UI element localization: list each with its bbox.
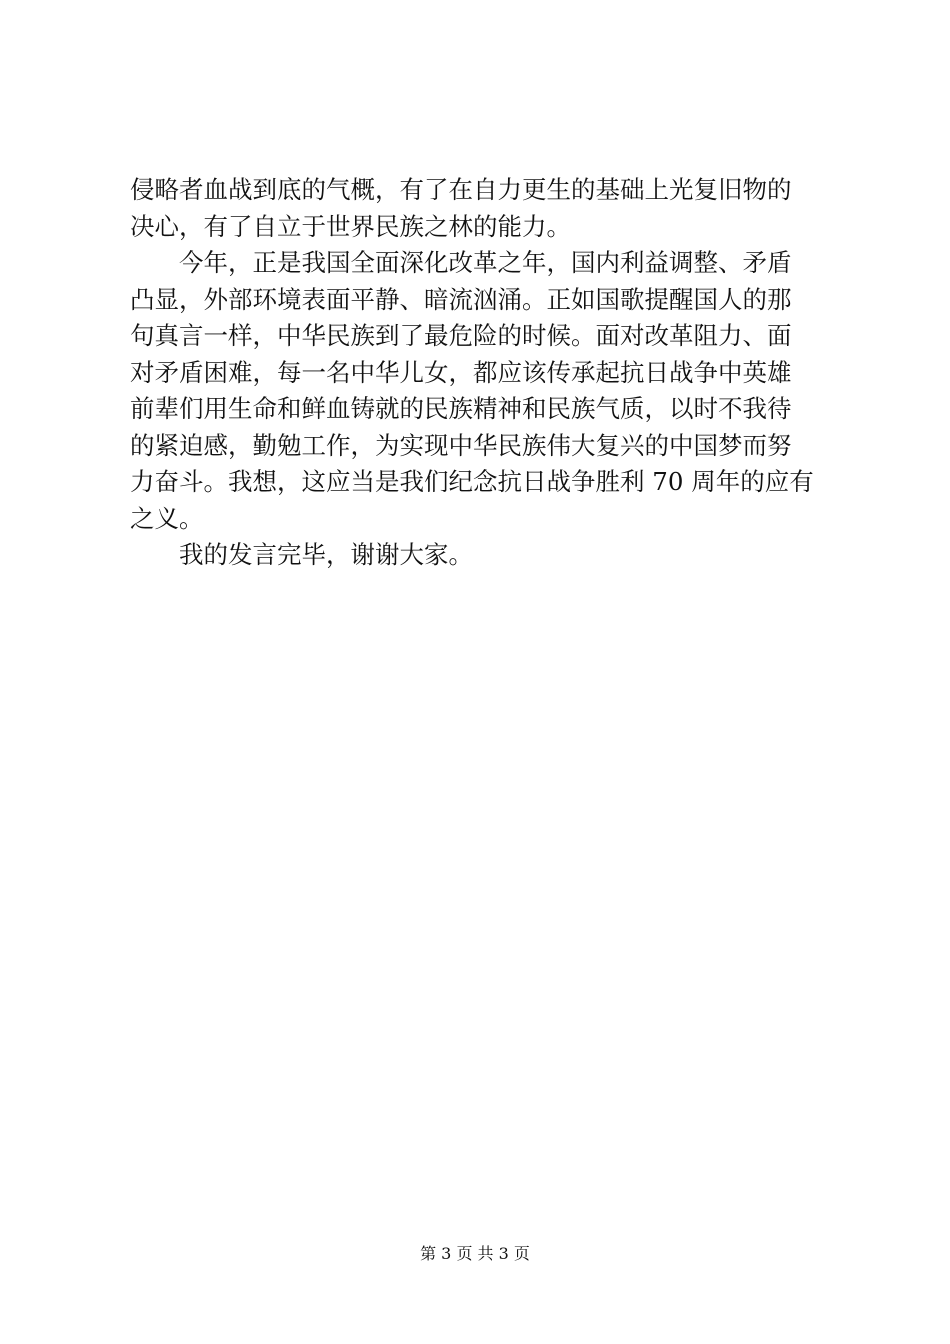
- text-line: 侵略者血战到底的气概，有了在自力更生的基础上光复旧物的: [130, 175, 792, 204]
- closing-line: 我的发言完毕，谢谢大家。: [179, 540, 473, 569]
- text-line: 力奋斗。我想，这应当是我们纪念抗日战争胜利 70 周年的应有: [130, 467, 814, 496]
- paragraph-start-line: 今年，正是我国全面深化改革之年，国内利益调整、矛盾: [179, 248, 792, 277]
- page-footer: 第 3 页 共 3 页: [420, 1244, 530, 1263]
- document-body: [130, 172, 830, 574]
- text-line: 之义。: [130, 503, 204, 533]
- text-line: 决心，有了自立于世界民族之林的能力。: [130, 211, 571, 241]
- text-line: 前辈们用生命和鲜血铸就的民族精神和民族气质，以时不我待: [130, 394, 792, 423]
- text-line: 的紧迫感，勤勉工作，为实现中华民族伟大复兴的中国梦而努: [130, 430, 792, 460]
- text-line: 句真言一样，中华民族到了最危险的时候。面对改革阻力、面: [130, 321, 792, 350]
- text-line: 凸显，外部环境表面平静、暗流汹涌。正如国歌提醒国人的那: [130, 284, 792, 314]
- text-line: 对矛盾困难，每一名中华儿女，都应该传承起抗日战争中英雄: [130, 357, 792, 387]
